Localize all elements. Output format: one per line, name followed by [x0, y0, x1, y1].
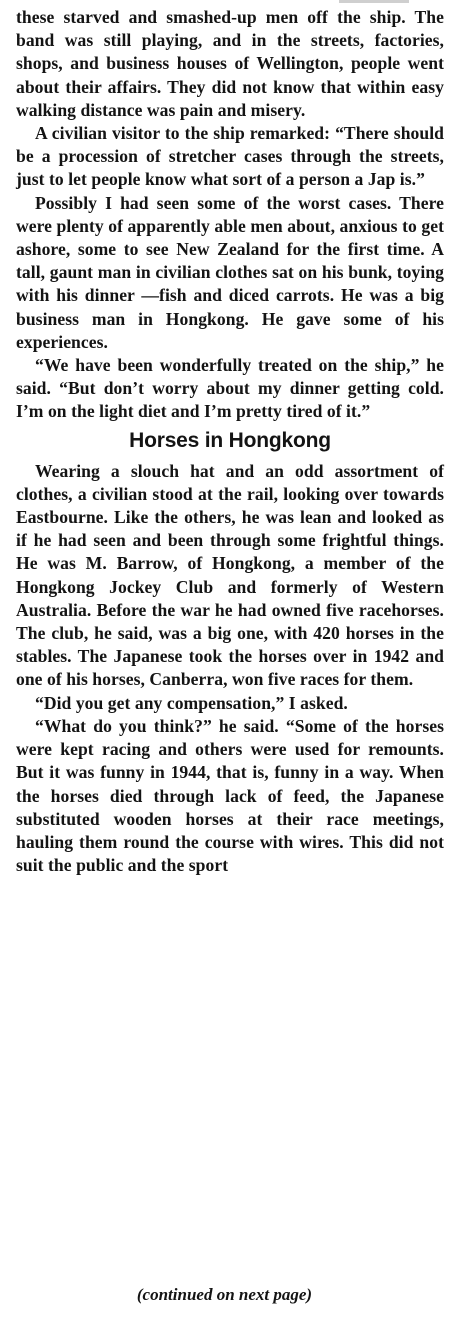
paragraph-6: “Did you get any compensation,” I asked.	[35, 692, 348, 713]
paragraph-3: Possibly I had seen some of the worst cases. There were plenty of apparently able men about, anxious to get ashore, some to see New Zealand for the first time. A tall, gaunt man in civilian clothes sat on his bunk, toying with his dinner —fish and diced carrots. He was a big business man in Hongkong. He gave some of his experiences.	[16, 192, 444, 352]
paragraph-2: A civilian visitor to the ship remarked: “There should be a procession of stretcher cases through the streets, just to let people know what sort of a person a Jap is.”	[16, 123, 444, 190]
paragraph-4: “We have been wonderfully treated on the ship,” he said. “But don’t worry about my dinner getting cold. I’m on the light diet and I’m pretty tired of it.”	[16, 355, 444, 422]
section-heading: Horses in Hongkong	[129, 428, 331, 452]
paragraph-1: these starved and smashed-up men off the ship. The band was still playing, and in the streets, factories, shops, and business houses of Wellington, people went about their affairs. They did not know that within easy walking distance was pain and misery.	[16, 7, 444, 120]
top-rule	[339, 0, 409, 3]
continued-note: (continued on next page)	[136, 1285, 313, 1304]
paragraph-7: “What do you think?” he said. “Some of the horses were kept racing and others were used for remounts. But it was funny in 1944, that is, funny in a way. When the horses died through lack of feed, the Japanese substituted wooden horses at their race meetings, hauling them round the course with wires. This did not suit the public and the sport	[16, 715, 444, 876]
paragraph-5: Wearing a slouch hat and an odd assortment of clothes, a civilian stood at the rail, looking over towards Eastbourne. Like the others, he was lean and looked as if he had seen and been through some frightful things. He was M. Barrow, of Hongkong, a member of the Hongkong Jockey Club and formerly of Western Australia. Before the war he had owned five racehorses. The club, he said, was a big one, with 420 horses in the stables. The Japanese took the horses over in 1942 and one of his horses, Canberra, won five races for them.	[16, 460, 444, 690]
article-column	[16, 6, 444, 877]
